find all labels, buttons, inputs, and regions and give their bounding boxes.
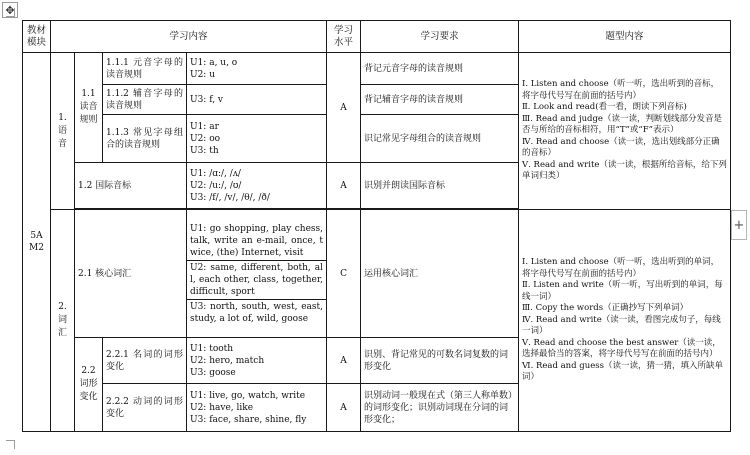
unit-line: U1: a, u, o xyxy=(190,57,238,68)
req-2-1: 运用核心词汇 xyxy=(361,210,519,338)
unit-block: U2: same, different, both, all, each other, class, together, difficult, sport xyxy=(187,261,326,300)
section-2-2-1-units xyxy=(187,338,327,384)
section-2-1-units xyxy=(187,210,327,338)
section-2-2-2-label: 2.2.2 动词的词形变化 xyxy=(103,384,187,432)
header-requirement: 学习要求 xyxy=(361,21,519,53)
question-types-phonics xyxy=(519,53,731,210)
question-type-item: Ⅴ. Read and choose the best answer（读一读，选择最恰当的答案，将字母代号写在前面的括号内） xyxy=(522,337,721,360)
question-type-item: Ⅴ. Read and write（读一读，根据所给音标，给下列单词归类） xyxy=(522,159,727,182)
level-2-2-1: A xyxy=(327,338,361,384)
section-1-1-2-label: 1.1.2 辅音字母的读音规则 xyxy=(103,85,187,115)
question-types-vocab xyxy=(519,210,731,432)
header-question-types: 题型内容 xyxy=(519,21,731,53)
req-2-2-2: 识别动词一般现在式（第三人称单数）的词形变化；识别动词现在分词的词形变化； xyxy=(361,384,519,432)
unit-line: U2: u xyxy=(190,69,216,80)
section-1-1-3-label: 1.1.3 常见字母组合的读音规则 xyxy=(103,115,187,163)
section-1-2-units xyxy=(187,163,327,209)
section-2-2-label: 2.2 词形变化 xyxy=(75,338,103,432)
unit-line: U2: hero, match xyxy=(190,355,265,366)
crop-mark-top-left xyxy=(6,8,15,17)
unit-line: U2: /u:/, /ʊ/ xyxy=(190,180,242,191)
unit-block: U1: go shopping, play chess, talk, write an e-mail, once, twice, (the) Internet, visit xyxy=(187,222,326,261)
section-2-2-2-units xyxy=(187,384,327,432)
section-1-1-label: 1.1 读音规则 xyxy=(75,53,103,163)
req-1-1-2: 背记辅音字母的读音规则 xyxy=(361,85,519,115)
question-type-item: Ⅳ. Read and write（读一读，看图完成句子，每线一词） xyxy=(522,314,721,337)
header-module: 教材模块 xyxy=(23,21,51,53)
section-1-1-1-label: 1.1.1 元音字母的读音规则 xyxy=(103,53,187,85)
level-1-2: A xyxy=(327,163,361,209)
table-row xyxy=(23,210,731,338)
section-1-label: 1.语音 xyxy=(51,53,75,210)
unit-line: U3: /f/, /v/, /θ/, /ð/ xyxy=(190,192,270,203)
table-move-handle-icon[interactable]: ✥ xyxy=(2,2,18,18)
question-type-item: Ⅰ. Listen and choose（听一听，选出听到的音标，将字母代号写在前面的括号内） xyxy=(522,79,720,101)
question-type-item: Ⅱ. Listen and write（听一听，写出听到的单词，每线一词） xyxy=(522,280,723,302)
header-level: 学习水平 xyxy=(327,21,361,53)
header-row xyxy=(23,21,731,53)
unit-line: U3: th xyxy=(190,145,219,156)
question-type-item: Ⅲ. Copy the words（正确抄写下列单词） xyxy=(522,303,689,314)
section-2-label: 2.词汇 xyxy=(51,210,75,432)
question-type-item: Ⅵ. Read and guess（读一读，猜一猜，填入所缺单词） xyxy=(522,360,723,383)
module-cell: 5A M2 xyxy=(23,53,51,432)
unit-line: U2: have, like xyxy=(190,402,254,413)
req-1-2: 识别并朗读国际音标 xyxy=(361,163,519,209)
unit-line: U3: face, share, shine, fly xyxy=(190,414,307,425)
section-2-1-label: 2.1 核心词汇 xyxy=(75,210,187,338)
section-1-1-1-units xyxy=(187,53,327,85)
unit-line: U2: oo xyxy=(190,133,221,144)
unit-block: U3: north, south, west, east, study, a lot of, wild, goose xyxy=(190,301,324,324)
level-1-1: A xyxy=(327,53,361,163)
unit-line: U3: goose xyxy=(190,367,236,378)
crop-mark-bottom-left xyxy=(6,440,15,449)
question-type-item: Ⅰ. Listen and choose（听一听，选出听到的单词，将字母代号写在前面的括号内） xyxy=(522,257,720,279)
section-1-2-label: 1.2 国际音标 xyxy=(75,163,187,209)
question-type-item: Ⅲ. Read and judge（读一读，判断划线部分发音是否与所给的音标相符，用“T”或“F”表示） xyxy=(522,113,722,136)
table-row xyxy=(23,53,731,85)
unit-line: U1: tooth xyxy=(190,343,234,354)
question-type-item: Ⅱ. Look and read(看一看，朗读下列音标) xyxy=(522,102,687,113)
unit-line: U3: f, v xyxy=(190,94,224,105)
unit-line: U1: live, go, watch, write xyxy=(190,390,306,401)
unit-line: U1: ar xyxy=(190,121,219,132)
req-1-1-3: 识记常见字母组合的读音规则 xyxy=(361,115,519,163)
curriculum-table xyxy=(22,20,731,432)
section-2-2-1-label: 2.2.1 名词的词形变化 xyxy=(103,338,187,384)
level-2-1: C xyxy=(327,210,361,338)
level-2-2-2: A xyxy=(327,384,361,432)
add-column-plus-icon[interactable]: + xyxy=(731,210,747,240)
section-1-1-2-units xyxy=(187,85,327,115)
section-1-1-3-units xyxy=(187,115,327,163)
req-2-2-1: 识别、背记常见的可数名词复数的词形变化 xyxy=(361,338,519,384)
header-content: 学习内容 xyxy=(51,21,327,53)
question-type-item: Ⅳ. Read and choose（读一读，选出划线部分正确的音标） xyxy=(522,136,720,159)
unit-line: U1: /ɑ:/, /ʌ/ xyxy=(190,168,241,179)
req-1-1-1: 背记元音字母的读音规则 xyxy=(361,53,519,85)
